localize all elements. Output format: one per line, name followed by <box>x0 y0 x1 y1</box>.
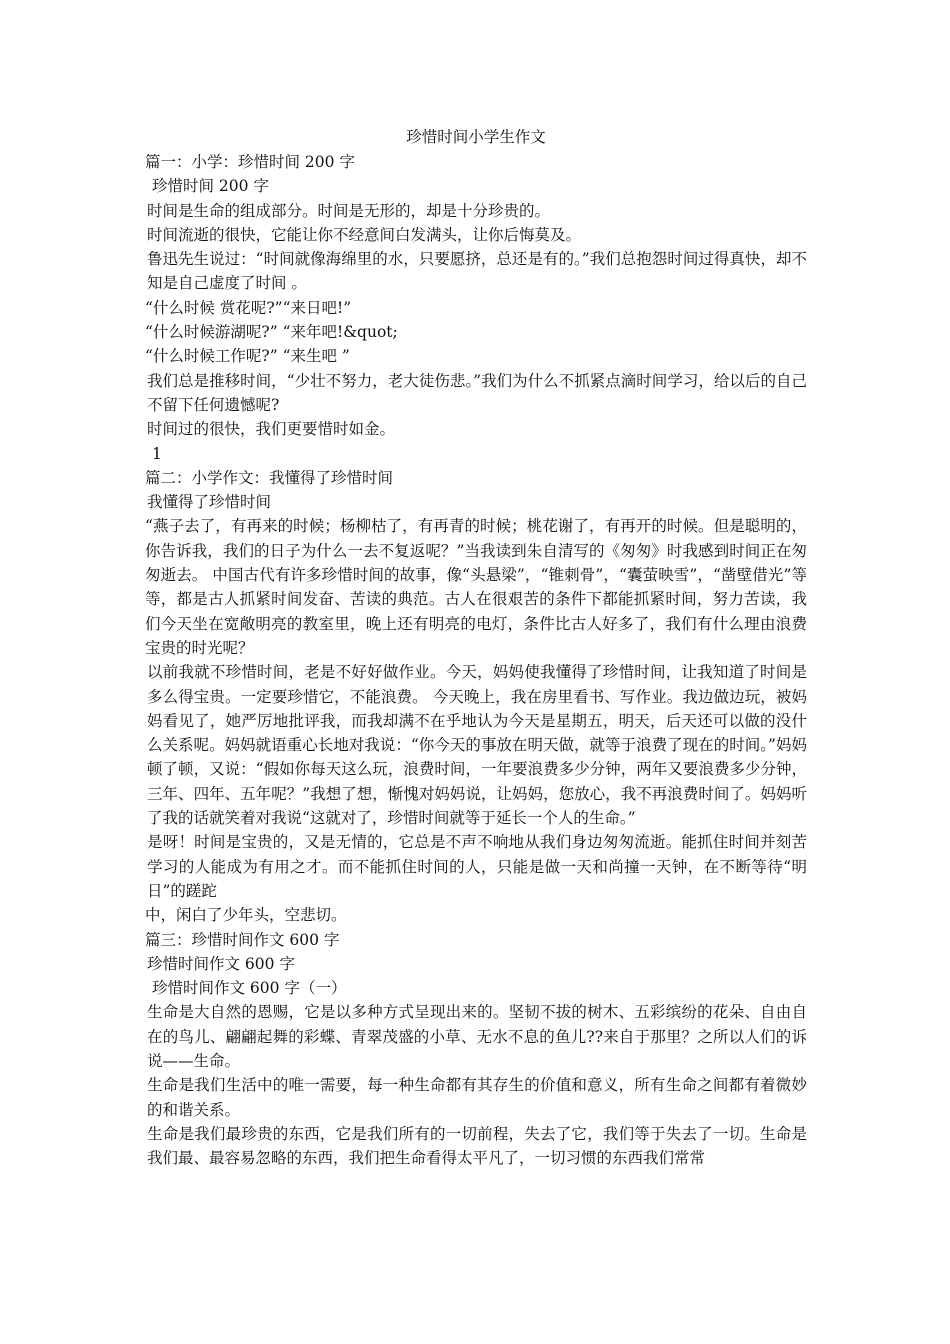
paragraph-9: 时间过的很快，我们更要惜时如金。 <box>147 420 396 439</box>
paragraph-0: 篇一：小学：珍惜时间 200 字 <box>145 153 355 171</box>
paragraph-13: “燕子去了，有再来的时候；杨柳枯了，有再青的时候；桃花谢了，有再开的时候。但是聪明的，你告诉我，我们的日子为什么一去不复返呢？”当我读到朱自清写的《匆匆》时我感到时间正在匆匆逝去。 中国古代有许多珍惜时间的故事，像“头悬梁”，“锥刺骨”，“囊萤映雪”，“凿壁借光”等等，都是古人抓紧时间发奋、苦读的典范。古人在很艰苦的条件下都能抓紧时间，努力苦读，我们今天坐在宽敞明亮的教室里，晚上还有明亮的电灯，条件比古人好多了，我们有什么理由浪费宝贵的时光呢？ <box>145 517 807 657</box>
paragraph-3: 时间流逝的很快，它能让你不经意间白发满头，让你后悔莫及。 <box>147 225 582 244</box>
document-body <box>145 124 807 1170</box>
paragraph-12: 我懂得了珍惜时间 <box>147 493 272 512</box>
paragraph-11: 篇二：小学作文：我懂得了珍惜时间 <box>145 468 394 487</box>
paragraph-15: 是呀！时间是宝贵的，又是无情的，它总是不声不响地从我们身边匆匆流逝。能抓住时间并刻苦学习的人能成为有用之才。而不能抓住时间的人，只能是做一天和尚撞一天钟，在不断等待“明日”的蹉跎 <box>147 833 807 900</box>
paragraph-16: 中，闲白了少年头，空悲切。 <box>145 906 347 925</box>
paragraph-5: “什么时候 赏花呢?”“来日吧!” <box>145 298 352 317</box>
paragraph-20: 生命是大自然的恩赐，它是以多种方式呈现出来的。坚韧不拔的树木、五彩缤纷的花朵、自由自在的鸟儿、翩翩起舞的彩蝶、青翠茂盛的小草、无水不息的鱼儿??来自于那里？之所以人们的诉说——生命。 <box>147 1003 807 1070</box>
paragraph-18: 珍惜时间作文 600 字 <box>147 954 295 973</box>
paragraph-21: 生命是我们生活中的唯一需要，每一种生命都有其存生的价值和意义，所有生命之间都有着微妙的和谐关系。 <box>147 1076 807 1119</box>
paragraph-6: “什么时候游湖呢?” “来年吧!&quot; <box>145 323 398 342</box>
paragraph-22: 生命是我们最珍贵的东西，它是我们所有的一切前程，失去了它，我们等于失去了一切。生命是我们最、最容易忽略的东西，我们把生命看得太平凡了，一切习惯的东西我们常常 <box>147 1124 807 1168</box>
paragraph-10: 1 <box>152 444 162 463</box>
paragraph-17: 篇三：珍惜时间作文 600 字 <box>145 930 340 949</box>
paragraph-7: “什么时候工作呢?” “来生吧 ” <box>145 347 350 366</box>
paragraph-4: 鲁迅先生说过：“时间就像海绵里的水，只要愿挤，总还是有的。”我们总抱怨时间过得真快，却不知是自己虚度了时间 。 <box>147 250 807 293</box>
document-title: 珍惜时间小学生作文 <box>406 128 546 146</box>
paragraph-14: 以前我就不珍惜时间，老是不好好做作业。今天，妈妈使我懂得了珍惜时间，让我知道了时间是多么得宝贵。一定要珍惜它，不能浪费。 今天晚上，我在房里看书、写作业。我边做边玩，被妈妈看见了，她严厉地批评我，而我却满不在乎地认为今天是星期五，明天，后天还可以做的没什么关系呢。妈妈就语重心长地对我说：“你今天的事放在明天做，就等于浪费了现在的时间。”妈妈顿了顿，又说：“假如你每天这么玩，浪费时间，一年要浪费多少分钟，两年又要浪费多少分钟，三年、四年、五年呢？”我想了想，惭愧对妈妈说，让妈妈，您放心，我不再浪费时间了。妈妈听了我的话就笑着对我说“这就对了，珍惜时间就等于延长一个人的生命。” <box>147 663 807 828</box>
paragraph-2: 时间是生命的组成部分。时间是无形的，却是十分珍贵的。 <box>147 201 551 220</box>
paragraph-19: 珍惜时间作文 600 字（一） <box>152 979 347 998</box>
paragraph-8: 我们总是推移时间，“少壮不努力，老大徒伤悲。”我们为什么不抓紧点滴时间学习，给以后的自己不留下任何遗憾呢? <box>147 371 807 414</box>
paragraph-1: 珍惜时间 200 字 <box>152 177 269 196</box>
